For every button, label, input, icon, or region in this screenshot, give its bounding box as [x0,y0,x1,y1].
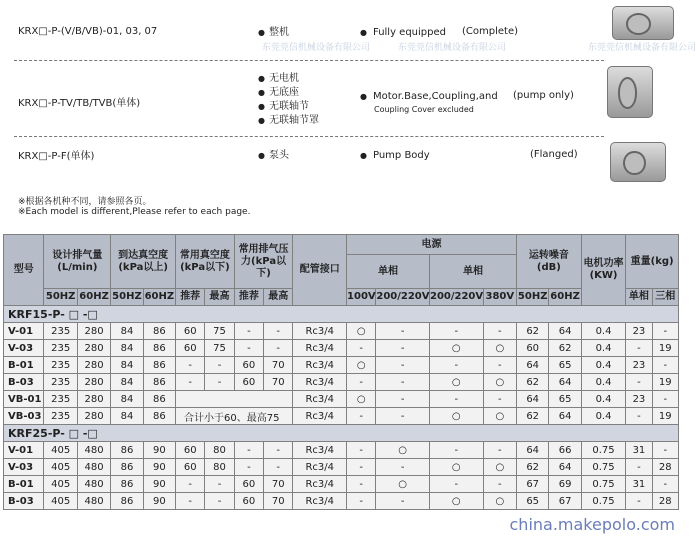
table-cell: 31 [626,476,652,493]
table-cell: ○ [429,459,483,476]
table-cell: - [483,357,516,374]
watermark-text: 东莞莞信机械设备有限公司 [262,43,371,53]
table-cell: - [652,476,678,493]
col-50hz: 50HZ [517,289,549,306]
watermark-text: 东莞莞信机械设备有限公司 [398,43,507,53]
table-cell: 235 [44,408,77,425]
col-weight: 重量(kg) [626,235,679,289]
table-cell: 65 [517,493,549,510]
col-max: 最高 [205,289,234,306]
table-cell: Rc3/4 [293,357,347,374]
table-row [4,323,679,340]
table-cell: ○ [347,323,376,340]
table-cell: 405 [44,493,77,510]
table-cell: - [483,442,516,459]
table-cell: 280 [77,323,110,340]
table-cell: - [234,442,263,459]
note-cn: ※根据各机种不同，请参照各页。 [18,197,152,207]
divider [14,60,604,61]
table-cell: 0.4 [581,408,626,425]
table-cell: Rc3/4 [293,459,347,476]
table-cell: 67 [517,476,549,493]
table-cell: 0.4 [581,323,626,340]
section-header [4,306,679,323]
col-weight-three: 三相 [652,289,678,306]
row-model: V-03 [4,340,44,357]
table-cell: 0.4 [581,374,626,391]
table-cell: ○ [347,357,376,374]
table-cell: 62 [517,323,549,340]
table-cell: 65 [549,357,581,374]
table-cell: - [429,476,483,493]
section-title: KRF15-P- □ -□ [4,306,679,323]
table-cell: 合计小于60、最高75 [176,408,293,425]
pump-flanged-image [610,142,666,182]
table-cell: 0.75 [581,459,626,476]
table-cell: 75 [205,323,234,340]
table-cell: 64 [549,408,581,425]
table-cell: 235 [44,374,77,391]
table-cell: - [376,391,430,408]
col-50hz: 50HZ [111,289,143,306]
table-cell: - [626,340,652,357]
table-cell: - [376,340,430,357]
legend-bullets [258,72,319,128]
table-cell: 19 [652,408,678,425]
legend-english: ● Pump Body [360,149,430,162]
table-cell: 60 [234,357,263,374]
watermark-text: 东莞莞信机械设备有限公司 [588,43,696,53]
table-cell: 80 [205,459,234,476]
col-recommended: 推荐 [176,289,205,306]
table-cell: ○ [483,493,516,510]
row-model: B-03 [4,374,44,391]
col-100v: 100V [347,289,376,306]
divider [14,136,604,137]
table-row [4,357,679,374]
table-cell: 60 [234,493,263,510]
legend-model: KRX□-P-(V/B/VB)-01, 03, 07 [18,26,158,37]
col-weight-single: 单相 [626,289,652,306]
col-200v: 200/220V [429,289,483,306]
table-cell: - [626,408,652,425]
col-working-pressure: 常用排气压力(kPa以下) [234,235,293,289]
col-noise: 运转噪音(dB) [517,235,582,289]
table-cell: - [264,442,293,459]
table-cell: 70 [264,374,293,391]
table-cell: 235 [44,357,77,374]
table-cell: 23 [626,391,652,408]
table-cell: 70 [264,493,293,510]
table-cell: 0.75 [581,476,626,493]
table-cell: 90 [143,459,175,476]
table-cell: 80 [205,442,234,459]
table-cell: - [483,391,516,408]
table-cell: - [264,340,293,357]
legend-model: KRX□-P-TV/TB/TVB(单体) [18,98,141,109]
legend-bullets [258,26,289,40]
table-cell: 480 [77,459,110,476]
col-60hz: 60HZ [77,289,110,306]
table-cell: 280 [77,408,110,425]
table-cell: 64 [549,323,581,340]
table-cell: Rc3/4 [293,442,347,459]
table-row [4,459,679,476]
table-cell: 480 [77,493,110,510]
table-cell: 70 [264,476,293,493]
table-row [4,374,679,391]
table-cell: 84 [111,357,143,374]
table-cell: 28 [652,493,678,510]
table-cell: 64 [549,374,581,391]
table-cell: Rc3/4 [293,340,347,357]
col-single-phase: 单相 [347,255,430,289]
table-cell: 84 [111,408,143,425]
table-row [4,340,679,357]
table-cell: 235 [44,340,77,357]
table-cell: - [205,357,234,374]
table-cell: - [376,357,430,374]
table-row [4,493,679,510]
table-cell: 67 [549,493,581,510]
table-cell: - [205,476,234,493]
col-working-vacuum: 常用真空度(kPa以下) [176,235,235,289]
col-motor-power: 电机功率(KW) [581,235,626,306]
table-cell: - [376,323,430,340]
table-cell: 90 [143,493,175,510]
table-cell: ○ [429,493,483,510]
legend-bullet: ● 无联轴节 [258,100,319,114]
col-model: 型号 [4,235,44,306]
note-en: ※Each model is different,Please refer to each page. [18,207,251,217]
table-cell: 28 [652,459,678,476]
col-port: 配管接口 [293,235,347,306]
legend-bullets [258,149,289,163]
col-displacement: 设计排气量(L/min) [44,235,111,289]
table-cell: 480 [77,442,110,459]
table-cell: 64 [517,357,549,374]
legend-bullet: ● 无底座 [258,86,319,100]
table-cell: - [264,323,293,340]
table-cell: 405 [44,459,77,476]
table-cell: - [652,357,678,374]
site-watermark: china.makepolo.com [509,515,675,534]
col-recommended: 推荐 [234,289,263,306]
table-cell: - [626,374,652,391]
row-model: B-01 [4,357,44,374]
row-model: V-03 [4,459,44,476]
table-cell: Rc3/4 [293,476,347,493]
table-cell: - [429,442,483,459]
table-cell: - [376,374,430,391]
table-cell: 86 [143,323,175,340]
table-cell: 66 [549,442,581,459]
table-cell: 86 [143,357,175,374]
legend-tag: (Flanged) [530,149,578,160]
table-cell: - [483,323,516,340]
table-row [4,408,679,425]
row-model: VB-03 [4,408,44,425]
table-cell: - [176,357,205,374]
table-cell: - [652,323,678,340]
table-cell: - [626,459,652,476]
table-cell: - [347,493,376,510]
section-header [4,425,679,442]
table-cell: ○ [376,476,430,493]
model-legend [0,0,696,230]
table-cell: 235 [44,391,77,408]
table-cell: - [264,459,293,476]
table-cell: - [376,493,430,510]
col-380v: 380V [483,289,516,306]
table-cell: 84 [111,391,143,408]
legend-model: KRX□-P-F(单体) [18,151,95,162]
row-model: V-01 [4,442,44,459]
legend-tag: (pump only) [513,90,574,101]
table-cell: - [176,493,205,510]
table-cell: 75 [205,340,234,357]
spec-table [3,234,679,510]
legend-bullet: ● 无电机 [258,72,319,86]
table-cell: 60 [176,340,205,357]
table-cell: Rc3/4 [293,408,347,425]
pump-only-image [607,66,653,118]
table-cell: 0.4 [581,391,626,408]
table-cell: - [176,374,205,391]
table-cell: Rc3/4 [293,323,347,340]
table-cell: 65 [549,391,581,408]
table-cell: 86 [111,459,143,476]
table-cell: 86 [111,442,143,459]
table-cell: - [429,391,483,408]
col-60hz: 60HZ [549,289,581,306]
table-cell: 235 [44,323,77,340]
table-cell: ○ [429,408,483,425]
table-cell: 60 [234,374,263,391]
table-cell [176,391,293,408]
table-cell: - [652,442,678,459]
table-cell: 480 [77,476,110,493]
table-cell: Rc3/4 [293,493,347,510]
table-cell: ○ [429,374,483,391]
table-cell: - [429,323,483,340]
table-cell: - [205,493,234,510]
row-model: VB-01 [4,391,44,408]
row-model: V-01 [4,323,44,340]
table-cell: ○ [429,340,483,357]
pump-complete-image [612,6,674,40]
table-cell: 23 [626,323,652,340]
table-cell: 84 [111,323,143,340]
table-cell: 31 [626,442,652,459]
table-cell: 405 [44,442,77,459]
table-cell: - [347,374,376,391]
col-power: 电源 [347,235,517,255]
legend-bullet: ● 泵头 [258,149,289,163]
table-cell: 280 [77,374,110,391]
table-cell: 86 [143,340,175,357]
table-cell: 60 [234,476,263,493]
table-cell: 280 [77,340,110,357]
table-cell: 62 [517,459,549,476]
table-cell: ○ [483,408,516,425]
table-cell: 86 [143,408,175,425]
table-cell: ○ [483,459,516,476]
col-200v: 200/220V [376,289,430,306]
col-60hz: 60HZ [143,289,175,306]
table-cell: ○ [483,374,516,391]
col-ultimate-vacuum: 到达真空度(kPa以上) [111,235,176,289]
table-cell: - [429,357,483,374]
table-cell: - [376,408,430,425]
table-cell: 86 [143,391,175,408]
table-cell: 60 [176,459,205,476]
table-cell: - [347,476,376,493]
table-cell: 60 [176,442,205,459]
table-cell: - [347,408,376,425]
table-cell: ○ [376,442,430,459]
legend-tag: (Complete) [462,26,518,37]
table-cell: 19 [652,340,678,357]
col-max: 最高 [264,289,293,306]
col-50hz: 50HZ [44,289,77,306]
col-single-phase: 单相 [429,255,516,289]
table-cell: 86 [143,374,175,391]
table-cell: - [347,340,376,357]
table-cell: - [234,340,263,357]
table-cell: - [234,459,263,476]
row-model: B-01 [4,476,44,493]
legend-english: ● Motor.Base,Coupling,and Coupling Cover excluded [360,90,498,116]
table-cell: 19 [652,374,678,391]
table-cell: Rc3/4 [293,374,347,391]
table-cell: 60 [517,340,549,357]
table-cell: 64 [517,442,549,459]
table-cell: 86 [111,493,143,510]
table-cell: - [626,493,652,510]
table-cell: - [205,374,234,391]
table-cell: 69 [549,476,581,493]
table-cell: - [347,442,376,459]
table-cell: 280 [77,357,110,374]
table-cell: 70 [264,357,293,374]
legend-bullet: ● 整机 [258,26,289,40]
table-cell: 23 [626,357,652,374]
table-cell: 62 [517,374,549,391]
table-cell: 90 [143,442,175,459]
table-cell: - [234,323,263,340]
table-cell: Rc3/4 [293,391,347,408]
table-cell: 60 [176,323,205,340]
table-cell: 84 [111,340,143,357]
legend-english: ● Fully equipped [360,26,446,39]
table-cell: 0.75 [581,493,626,510]
row-model: B-03 [4,493,44,510]
table-cell: 405 [44,476,77,493]
table-cell: 0.75 [581,442,626,459]
table-cell: ○ [347,391,376,408]
table-cell: 62 [549,340,581,357]
table-cell: - [483,476,516,493]
table-cell: 64 [517,391,549,408]
table-cell: - [176,476,205,493]
table-cell: - [652,391,678,408]
legend-bullet: ● 无联轴节罩 [258,114,319,128]
table-row [4,391,679,408]
section-title: KRF25-P- □ -□ [4,425,679,442]
table-cell: - [376,459,430,476]
table-cell: 0.4 [581,340,626,357]
table-row [4,442,679,459]
table-cell: 64 [549,459,581,476]
table-cell: 86 [111,476,143,493]
table-row [4,476,679,493]
table-cell: 90 [143,476,175,493]
table-cell: 84 [111,374,143,391]
table-cell: 62 [517,408,549,425]
table-cell: 0.4 [581,357,626,374]
table-cell: - [347,459,376,476]
table-cell: ○ [483,340,516,357]
table-cell: 280 [77,391,110,408]
